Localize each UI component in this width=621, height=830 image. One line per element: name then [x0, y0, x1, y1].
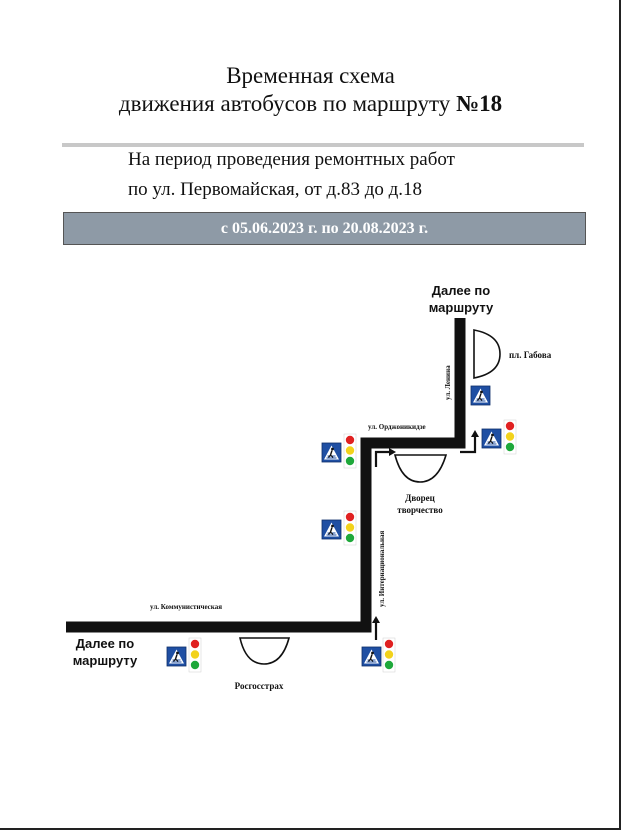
detour-arrow-ordzhonikidze: [376, 452, 389, 467]
traffic-light-icon: [504, 420, 516, 454]
period-line-2: по ул. Первомайская, от д.83 до д.18: [128, 179, 423, 200]
arrowhead-lenina: [471, 430, 479, 437]
traffic-light-icon: [344, 511, 356, 545]
route-number: №18: [455, 91, 503, 116]
date-range-banner: с 05.06.2023 г. по 20.08.2023 г.: [63, 212, 586, 245]
period-line-1: На период проведения ремонтных работ: [128, 149, 455, 170]
stop-label-rosgosstrakh: Росгосстрах: [234, 681, 284, 691]
continue-route-top-line1: Далее по: [431, 283, 491, 298]
stop-label-gabova: пл. Габова: [509, 350, 552, 360]
street-label-lenina: ул. Ленина: [444, 365, 452, 400]
bus-stop-rosgosstrakh: [240, 638, 289, 664]
crosswalk-sign-icon: [482, 429, 501, 448]
street-label-ordzhonikidze: ул. Орджоникидзе: [368, 423, 426, 431]
crosswalk-sign-icon: [167, 647, 186, 666]
bus-stop-dvorets: [395, 455, 446, 482]
stop-label-dvorets-line1: Дворец: [405, 493, 435, 503]
traffic-light-icon: [383, 638, 395, 672]
continue-route-top-line2: маршруту: [428, 300, 494, 315]
traffic-light-icon: [189, 638, 201, 672]
arrowhead-internatsionalnaya: [372, 616, 380, 623]
stop-label-dvorets-line2: творчество: [397, 505, 443, 515]
crosswalk-sign-icon: [322, 520, 341, 539]
continue-route-left-line1: Далее по: [75, 636, 135, 651]
crosswalk-sign-icon: [471, 386, 490, 405]
title-line-1: Временная схема: [226, 63, 395, 88]
continue-route-left-line2: маршруту: [72, 653, 138, 668]
bus-stop-gabova: [474, 330, 500, 378]
title-prefix: движения автобусов по маршруту: [118, 91, 456, 116]
route-line: [66, 318, 460, 627]
street-label-internatsionalnaya: ул. Интернациональная: [378, 530, 386, 607]
traffic-light-icon: [344, 434, 356, 468]
crosswalk-sign-icon: [322, 443, 341, 462]
street-label-kommunisticheskaya: ул. Коммунистическая: [150, 603, 222, 611]
crosswalk-sign-icon: [362, 647, 381, 666]
